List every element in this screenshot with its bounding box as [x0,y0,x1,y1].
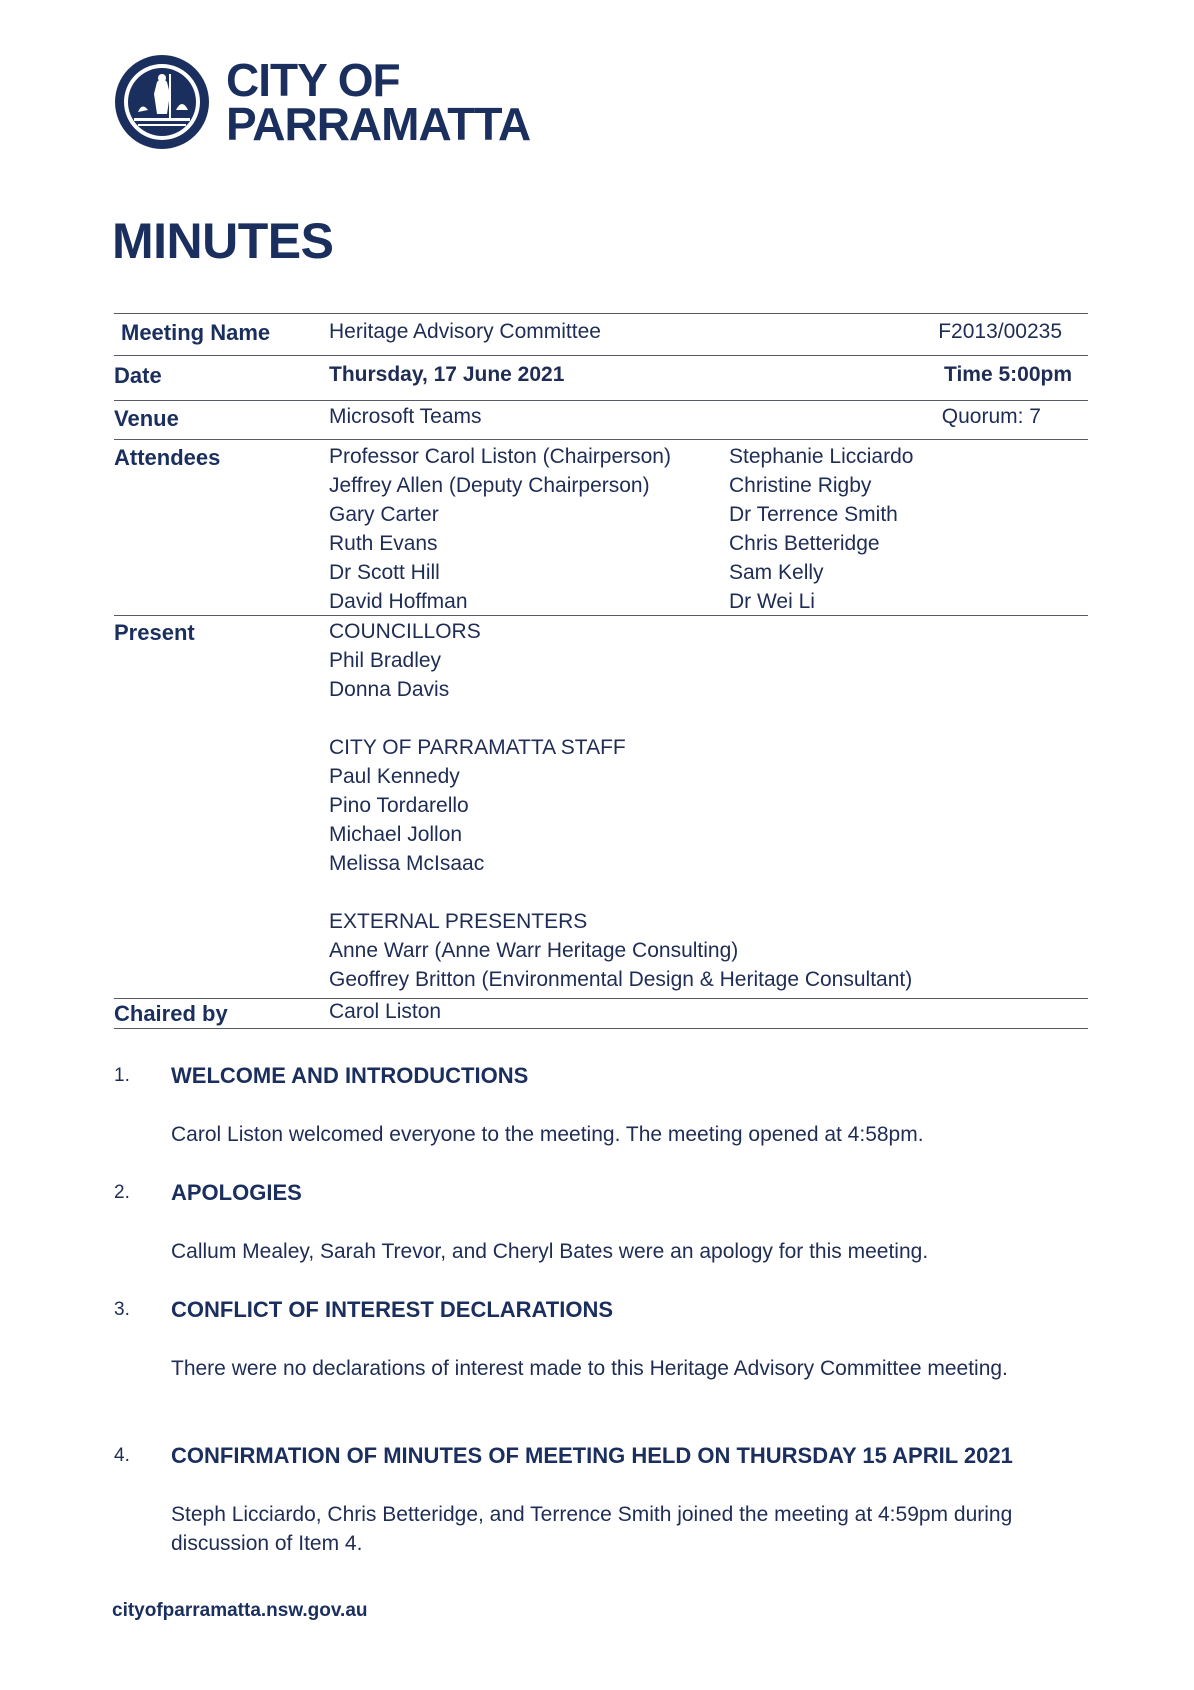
time-value: Time 5:00pm [944,363,1072,386]
present-person: Phil Bradley [329,649,442,672]
section-number: 4. [114,1445,130,1466]
section-number: 1. [114,1065,130,1086]
city-logo [112,52,530,152]
section-number: 2. [114,1182,130,1203]
file-reference: F2013/00235 [938,320,1062,343]
section-body: There were no declarations of interest made to this Heritage Advisory Committee meeting. [171,1357,1008,1380]
present-person: Geoffrey Britton (Environmental Design & Heritage Consultant) [329,968,913,991]
attendee: Dr Terrence Smith [729,503,898,526]
meeting-name-value: Heritage Advisory Committee [329,320,601,343]
spacer [329,878,912,907]
chaired-by-row [114,998,1088,1029]
present-person: Pino Tordarello [329,794,469,817]
present-person: Paul Kennedy [329,765,460,788]
present-list [329,617,912,994]
page-title: MINUTES [112,213,334,269]
attendee: Dr Scott Hill [329,561,440,584]
venue-label: Venue [114,406,179,431]
present-person: Anne Warr (Anne Warr Heritage Consulting) [329,939,739,962]
section-title: APOLOGIES [171,1180,302,1205]
present-row [114,615,1088,998]
chaired-by-label: Chaired by [114,1001,228,1026]
chaired-by-value: Carol Liston [329,1000,442,1023]
attendee: Chris Betteridge [729,532,880,555]
attendee: Gary Carter [329,503,439,526]
attendee: Professor Carol Liston (Chairperson) [329,445,671,468]
section-title: CONFIRMATION OF MINUTES OF MEETING HELD ON THURSDAY 15 APRIL 2021 [171,1443,1013,1468]
section-number: 3. [114,1299,130,1320]
section-title: CONFLICT OF INTEREST DECLARATIONS [171,1297,614,1322]
attendee: Jeffrey Allen (Deputy Chairperson) [329,474,650,497]
attendees-column-1 [329,442,671,616]
attendees-column-2 [729,442,913,616]
logo-line-1: CITY OF [226,54,400,106]
attendee: Ruth Evans [329,532,438,555]
spacer [329,704,912,733]
present-person: Donna Davis [329,678,450,701]
attendees-row [114,439,1088,615]
attendee: Christine Rigby [729,474,872,497]
present-person: Michael Jollon [329,823,463,846]
section-body: Callum Mealey, Sarah Trevor, and Cheryl Bates were an apology for this meeting. [171,1240,929,1263]
present-person: Melissa McIsaac [329,852,485,875]
city-emblem-icon [112,52,212,152]
venue-row [114,400,1088,439]
quorum-value: Quorum: 7 [941,405,1041,428]
attendee: Dr Wei Li [729,590,815,613]
logo-line-2: PARRAMATTA [226,98,531,150]
venue-value: Microsoft Teams [329,405,482,428]
attendee: David Hoffman [329,590,468,613]
meeting-name-row [114,313,1088,355]
present-group-heading: COUNCILLORS [329,620,481,643]
section-title: WELCOME AND INTRODUCTIONS [171,1063,529,1088]
present-group-heading: CITY OF PARRAMATTA STAFF [329,736,626,759]
present-group-heading: EXTERNAL PRESENTERS [329,910,588,933]
date-label: Date [114,363,162,388]
meeting-name-label: Meeting Name [121,320,271,345]
section-body: Carol Liston welcomed everyone to the meeting. The meeting opened at 4:58pm. [171,1123,924,1146]
logo-wordmark [226,54,531,150]
meeting-info-table [114,313,1088,1029]
present-label: Present [114,620,195,645]
section-body: Steph Licciardo, Chris Betteridge, and Terrence Smith joined the meeting at 4:59pm during discussion of Item 4. [171,1503,1013,1555]
footer-website: cityofparramatta.nsw.gov.au [112,1600,368,1621]
attendees-label: Attendees [114,445,221,470]
attendee: Sam Kelly [729,561,824,584]
attendee: Stephanie Licciardo [729,445,914,468]
date-value: Thursday, 17 June 2021 [329,363,565,386]
date-row [114,355,1088,400]
